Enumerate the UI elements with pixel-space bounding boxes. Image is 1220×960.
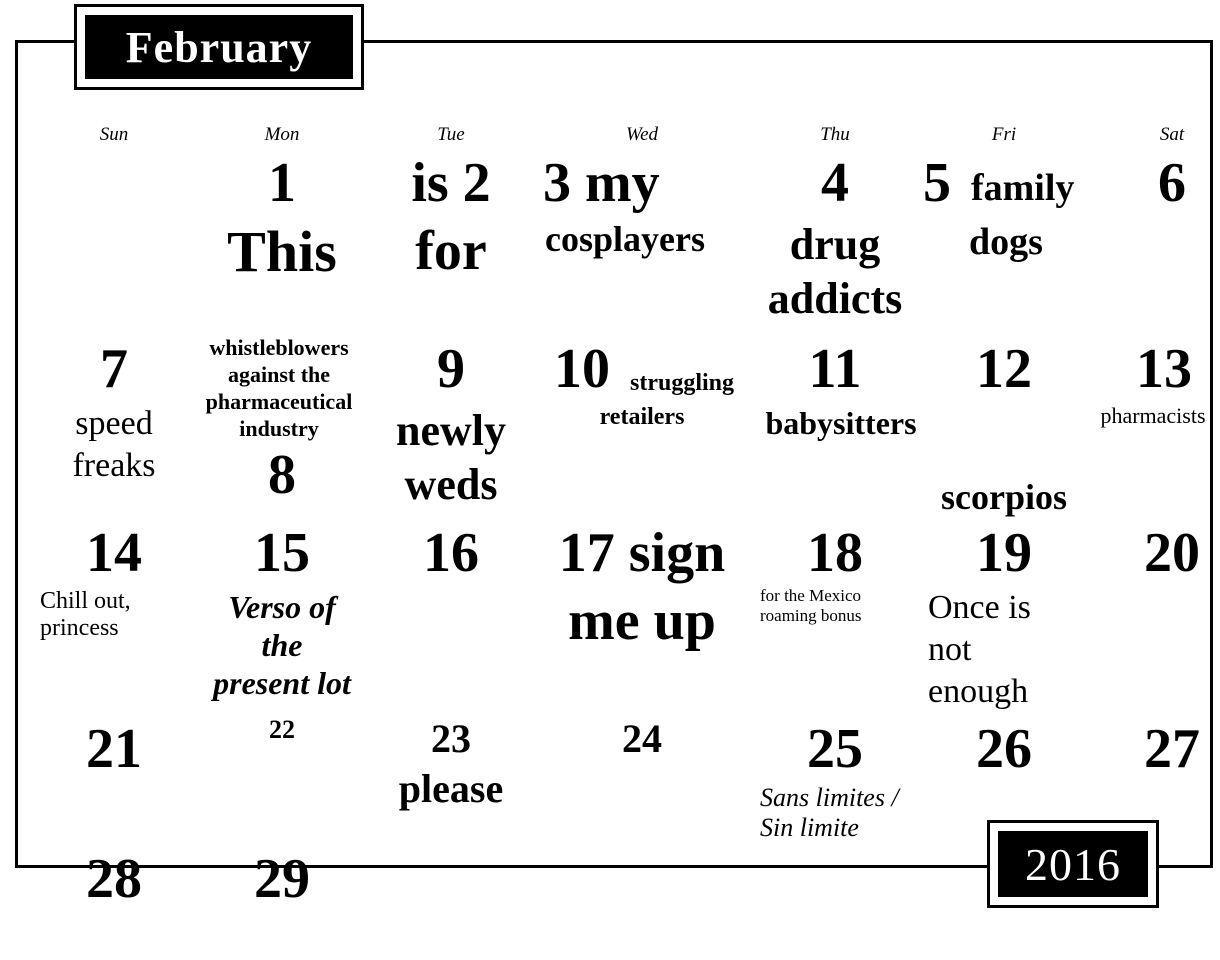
note-18b: roaming bonus — [760, 606, 862, 625]
day-12: 12 — [976, 338, 1032, 400]
day-14: 14 — [86, 522, 142, 584]
note-9b: weds — [404, 460, 498, 509]
year-title: 2016 — [998, 831, 1148, 897]
note-10a: struggling — [630, 370, 735, 396]
day-26: 26 — [976, 718, 1032, 780]
day-22: 22 — [269, 715, 295, 744]
weekday-mon: Mon — [264, 124, 300, 145]
weekday-wed: Wed — [625, 124, 659, 145]
note-12: scorpios — [941, 477, 1067, 517]
weekday-fri: Fri — [991, 124, 1017, 145]
day-4: 4 — [821, 152, 849, 214]
day-2: is 2 — [411, 152, 491, 214]
day-10: 10 — [554, 338, 610, 400]
note-23: please — [398, 766, 504, 811]
note-8a: whistleblowers — [209, 335, 349, 360]
note-7a: speed — [75, 405, 153, 442]
note-9a: newly — [396, 406, 506, 455]
note-4b: addicts — [767, 274, 903, 323]
note-5b: dogs — [969, 221, 1043, 263]
day-25: 25 — [807, 718, 863, 780]
day-19: 19 — [976, 522, 1032, 584]
note-1: This — [227, 219, 337, 284]
note-25b: Sin limite — [760, 813, 859, 842]
day-16: 16 — [423, 522, 479, 584]
year-badge — [987, 820, 1159, 908]
note-10b: retailers — [599, 404, 685, 430]
weekday-thu: Thu — [820, 124, 850, 145]
note-19a: Once is — [928, 589, 1031, 626]
note-15b: the — [261, 627, 303, 663]
note-8c: pharmaceutical — [205, 389, 353, 414]
day-1: 1 — [268, 152, 296, 214]
day-9: 9 — [437, 338, 465, 400]
note-11: babysitters — [765, 405, 917, 441]
note-25a: Sans limites / — [760, 783, 899, 812]
day-13: 13 — [1136, 338, 1192, 400]
note-8d: industry — [239, 416, 319, 441]
day-23: 23 — [431, 716, 471, 761]
note-5a: family — [971, 167, 1075, 209]
day-15: 15 — [254, 522, 310, 584]
day-24: 24 — [622, 716, 662, 761]
note-19b: not — [928, 631, 972, 668]
note-8b: against the — [227, 362, 331, 387]
calendar-grid — [15, 40, 1213, 910]
note-14b: princess — [40, 615, 119, 641]
note-18a: for the Mexico — [760, 586, 862, 605]
note-14a: Chill out, — [40, 588, 131, 614]
day-28: 28 — [86, 848, 142, 910]
weekday-sat: Sat — [1159, 124, 1185, 145]
day-20: 20 — [1144, 522, 1200, 584]
month-badge — [74, 4, 364, 90]
day-3: 3 my — [543, 152, 660, 214]
day-27: 27 — [1144, 718, 1200, 780]
day-6: 6 — [1158, 152, 1186, 214]
day-7: 7 — [100, 338, 128, 400]
day-11: 11 — [808, 338, 862, 400]
month-title: February — [85, 15, 353, 79]
day-8: 8 — [268, 444, 296, 506]
note-4a: drug — [789, 220, 881, 269]
day-5: 5 — [923, 152, 951, 214]
note-19c: enough — [928, 673, 1029, 710]
note-13: pharmacists — [1100, 403, 1206, 428]
note-3: cosplayers — [545, 219, 705, 259]
day-29: 29 — [254, 848, 310, 910]
note-15c: present lot — [213, 665, 351, 701]
note-7b: freaks — [72, 447, 156, 484]
note-2: for — [415, 220, 487, 282]
note-15a: Verso of — [228, 589, 336, 625]
day-21: 21 — [86, 718, 142, 780]
weekday-sun: Sun — [99, 124, 129, 145]
day-18: 18 — [807, 522, 863, 584]
day-17: 17 sign — [558, 522, 726, 584]
weekday-tue: Tue — [437, 124, 465, 145]
note-17: me up — [568, 590, 716, 652]
